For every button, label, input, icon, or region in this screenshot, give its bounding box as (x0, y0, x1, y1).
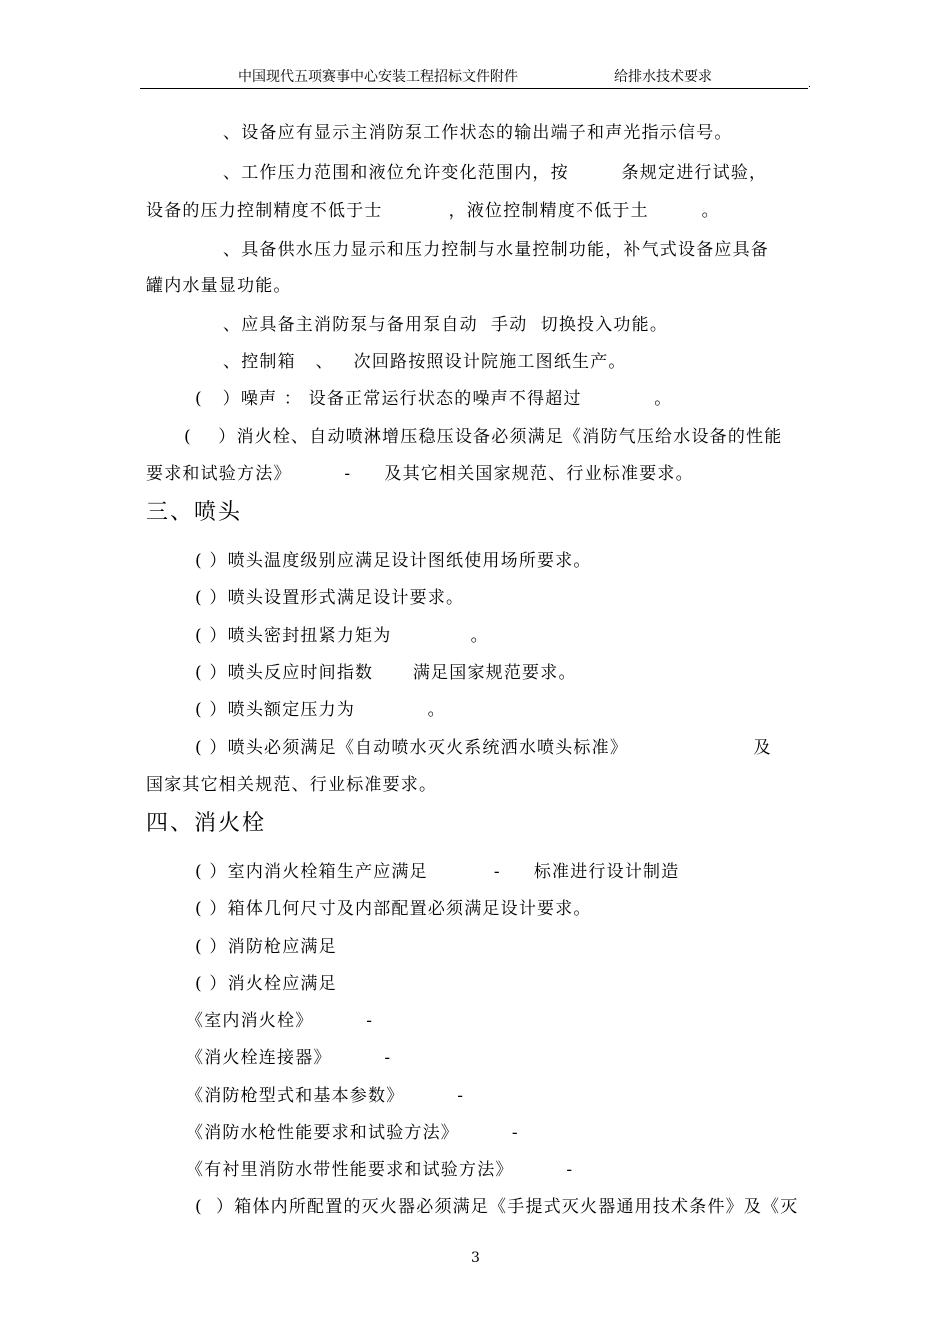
header-section-title: 给排水技术要求 (614, 69, 712, 85)
item-line: ( ）喷头额定压力为 。 (195, 700, 446, 720)
item-line: 、工作压力范围和液位允许变化范围内，按 条规定进行试验， (223, 163, 768, 183)
section-heading-sprinkler: 三、喷头 (146, 500, 243, 525)
item-line: ( ）消火栓应满足 (195, 974, 337, 994)
item-line: ( ）喷头温度级别应满足设计图纸使用场所要求。 (195, 551, 592, 571)
standard-line: 《室内消火栓》 - (186, 1011, 374, 1031)
item-line: ( ）喷头反应时间指数 满足国家规范要求。 (195, 663, 577, 683)
standard-line: 《消火栓连接器》 - (186, 1048, 392, 1068)
item-line: 、具备供水压力显示和压力控制与水量控制功能，补气式设备应具备 (223, 240, 769, 260)
header-document-title: 中国现代五项赛事中心安装工程招标文件附件 (238, 69, 518, 85)
item-line: 、设备应有显示主消防泵工作状态的输出端子和声光指示信号。 (223, 123, 733, 143)
standard-line: 《消防水枪性能要求和试验方法》 - (186, 1123, 519, 1143)
item-line: ( ）室内消火栓箱生产应满足 - 标准进行设计制造 (195, 862, 680, 882)
item-line: 要求和试验方法》 - 及其它相关国家规范、行业标准要求。 (146, 464, 694, 484)
item-line: 、应具备主消防泵与备用泵自动 手动 切换投入功能。 (223, 315, 669, 335)
item-line: ( ）喷头必须满足《自动喷水灭火系统洒水喷头标准》 及 (195, 738, 772, 758)
item-line: 罐内水量显功能。 (146, 276, 292, 296)
page-number: 3 (471, 1250, 480, 1266)
header-mark: . (808, 80, 811, 90)
item-line: 国家其它相关规范、行业标准要求。 (146, 775, 438, 795)
item-line: ( ）喷头密封扭紧力矩为 。 (195, 626, 489, 646)
item-line: 、控制箱 、 次回路按照设计院施工图纸生产。 (223, 352, 627, 372)
item-line: ( ）消火栓、自动喷淋增压稳压设备必须满足《消防气压给水设备的性能 (184, 427, 783, 447)
item-line: ( ）消防枪应满足 (195, 937, 337, 957)
item-line: ( ）噪声 ： 设备正常运行状态的噪声不得超过 。 (195, 389, 673, 409)
item-line: ( ）喷头设置形式满足设计要求。 (195, 588, 465, 608)
item-line: ( ）箱体几何尺寸及内部配置必须满足设计要求。 (195, 899, 592, 919)
header-divider (140, 88, 808, 89)
standard-line: 《消防枪型式和基本参数》 - (186, 1086, 465, 1106)
section-heading-hydrant: 四、消火栓 (146, 811, 267, 836)
item-line: ( ）箱体内所配置的灭火器必须满足《手提式灭火器通用技术条件》及《灭 (195, 1197, 799, 1217)
item-line: 设备的压力控制精度不低于士 ，液位控制精度不低于土 。 (146, 201, 720, 221)
standard-line: 《有衬里消防水带性能要求和试验方法》 - (186, 1160, 574, 1180)
